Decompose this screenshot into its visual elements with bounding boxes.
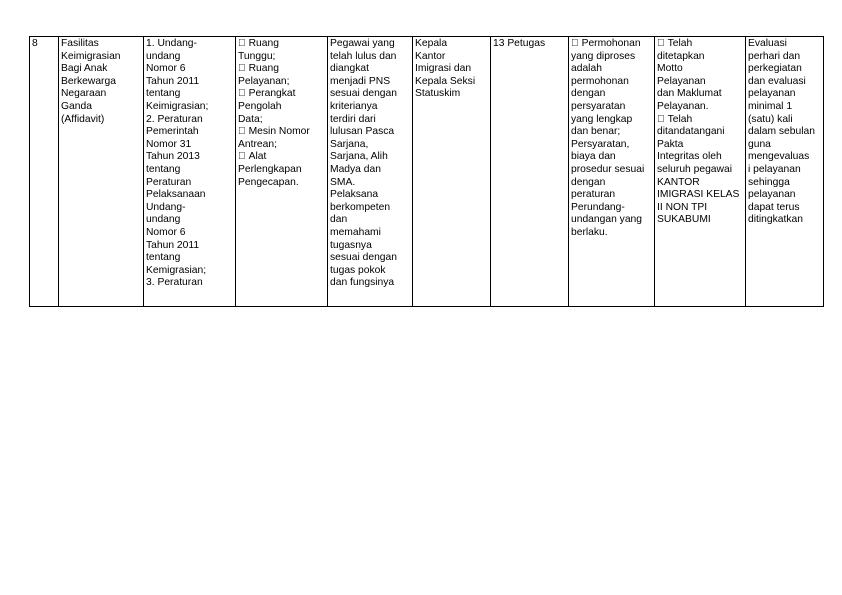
cell-text-line: dan Maklumat xyxy=(657,88,722,100)
cell-text-line: SUKABUMI xyxy=(657,214,711,226)
cell-text-line: Tahun 2013 xyxy=(146,151,200,163)
cell-text-line: biaya dan xyxy=(571,151,616,163)
cell-text-line: Undang- xyxy=(146,201,186,213)
cell-text-line: dan xyxy=(330,214,348,226)
cell-text-line: dan evaluasi xyxy=(748,75,806,87)
cell-text-line: perkegiatan xyxy=(748,63,802,75)
cell-text-line: 3. Peraturan xyxy=(146,277,203,289)
cell-text-line: tentang xyxy=(146,88,181,100)
cell-text-line: pelayanan xyxy=(748,189,796,201)
cell-text-line: ditandatangani xyxy=(657,126,725,138)
cell-text-line: ditingkatkan xyxy=(748,214,803,226)
cell-text-line: berkompeten xyxy=(330,201,391,213)
cell-text-line: Evaluasi xyxy=(748,38,787,49)
cell-text-line: persyaratan xyxy=(571,100,626,112)
cell-text-line: Perlengkapan xyxy=(238,163,302,175)
cell-text-line: dan fungsinya xyxy=(330,277,395,289)
cell-text-line: i pelayanan xyxy=(748,163,801,175)
cell-text-line: undang xyxy=(146,50,181,62)
cell-text-line: Kantor xyxy=(415,50,446,62)
cell-text-line: telah lulus dan xyxy=(330,50,397,62)
cell-text-line: undang xyxy=(146,214,181,226)
cell-text-line: Statuskim xyxy=(415,88,461,100)
cell-text-line: Tahun 2011 xyxy=(146,239,200,251)
cell-text-line: Nomor 31 xyxy=(146,138,192,150)
cell-text-line: Pelayanan; xyxy=(238,75,290,87)
cell-text-line: Kemigrasian; xyxy=(146,264,207,276)
cell-text-line: Perangkat xyxy=(238,88,285,100)
cell-text-line: Keimigrasian; xyxy=(146,100,209,112)
cell-text-line: 1. Undang- xyxy=(146,38,197,49)
cell-text-line: II NON TPI xyxy=(657,201,708,213)
cell-text-line: KANTOR xyxy=(657,176,700,188)
cell-kompetensi xyxy=(328,37,413,307)
cell-text-line: Mesin Nomor xyxy=(238,126,300,138)
cell-text-line: Peraturan xyxy=(146,176,192,188)
cell-text-line: sehingga xyxy=(748,176,790,188)
cell-jaminan-pelayanan xyxy=(569,37,655,307)
cell-text-line: Pelayanan xyxy=(657,75,706,87)
cell-text-line: Telah xyxy=(657,113,682,125)
service-standard-table xyxy=(29,36,824,307)
cell-layanan xyxy=(59,37,144,307)
cell-text-line: Alat xyxy=(238,151,256,163)
cell-text-line: Berkewarga xyxy=(61,75,116,87)
cell-text-line: (Affidavit) xyxy=(61,113,105,125)
cell-jaminan-keamanan xyxy=(655,37,746,307)
cell-text-line: dengan xyxy=(571,88,606,100)
cell-text-line: Tunggu; xyxy=(238,50,276,62)
table-row xyxy=(30,37,824,307)
cell-text-line: tugas pokok xyxy=(330,264,386,276)
cell-text-line: Ganda xyxy=(61,100,92,112)
cell-text-line: Sarjana, xyxy=(330,138,369,150)
cell-text-line: Telah xyxy=(657,38,682,49)
cell-text-line: Pengecapan. xyxy=(238,176,299,188)
cell-text-line: yang diproses xyxy=(571,50,636,62)
cell-text-line: 13 Petugas xyxy=(493,38,546,49)
cell-text-line: Nomor 6 xyxy=(146,63,186,75)
cell-text-line: Pelaksana xyxy=(330,189,379,201)
cell-text-line: Pegawai yang xyxy=(330,38,395,49)
cell-jumlah-pelaksana xyxy=(491,37,569,307)
cell-text-line: menjadi PNS xyxy=(330,75,391,87)
cell-text-line: Nomor 6 xyxy=(146,226,186,238)
cell-text-line: dengan xyxy=(571,176,606,188)
cell-dasar-hukum xyxy=(144,37,236,307)
cell-text-line: ditetapkan xyxy=(657,50,705,62)
cell-text-line: prosedur sesuai xyxy=(571,163,645,175)
cell-text-line: Data; xyxy=(238,113,263,125)
cell-text-line: SMA. xyxy=(330,176,356,188)
cell-text-line: tugasnya xyxy=(330,239,372,251)
cell-text-line: Pakta xyxy=(657,138,684,150)
cell-text-line: diangkat xyxy=(330,63,369,75)
cell-text-line: adalah xyxy=(571,63,602,75)
cell-text-line: Tahun 2011 xyxy=(146,75,200,87)
cell-text-line: Sarjana, Alih xyxy=(330,151,388,163)
cell-text-line: undangan yang xyxy=(571,214,643,226)
cell-text-line: yang lengkap xyxy=(571,113,633,125)
cell-pengawasan xyxy=(413,37,491,307)
cell-text-line: dalam sebulan xyxy=(748,126,815,138)
cell-no: 8 xyxy=(30,37,59,307)
cell-text-line: tentang xyxy=(146,252,181,264)
cell-text-line: (satu) kali xyxy=(748,113,793,125)
cell-text-line: Pelayanan. xyxy=(657,100,709,112)
cell-text-line: Integritas oleh xyxy=(657,151,722,163)
cell-text-line: Kepala Seksi xyxy=(415,75,476,87)
cell-text-line: mengevaluas xyxy=(748,151,810,163)
cell-text-line: sesuai dengan xyxy=(330,252,397,264)
cell-text-line: dan benar; xyxy=(571,126,621,138)
cell-text-line: Kepala xyxy=(415,38,448,49)
cell-text-line: dapat terus xyxy=(748,201,800,213)
cell-text-line: seluruh pegawai xyxy=(657,163,732,175)
cell-text-line: lulusan Pasca xyxy=(330,126,395,138)
cell-text-line: perhari dan xyxy=(748,50,801,62)
cell-text-line: Keimigrasian xyxy=(61,50,121,62)
cell-sarana xyxy=(236,37,328,307)
cell-text-line: guna xyxy=(748,138,771,150)
cell-text-line: Madya dan xyxy=(330,163,381,175)
cell-text-line: sesuai dengan xyxy=(330,88,397,100)
cell-text-line: tentang xyxy=(146,163,181,175)
cell-text-line: 2. Peraturan xyxy=(146,113,203,125)
cell-text-line: memahami xyxy=(330,226,381,238)
cell-text-line: peraturan xyxy=(571,189,616,201)
cell-text-line: Persyaratan, xyxy=(571,138,630,150)
cell-text-line: permohonan xyxy=(571,75,629,87)
cell-text-line: Ruang xyxy=(238,38,269,49)
cell-text-line: minimal 1 xyxy=(748,100,793,112)
cell-text-line: Pemerintah xyxy=(146,126,199,138)
cell-text-line: Negaraan xyxy=(61,88,107,100)
cell-text-line: berlaku. xyxy=(571,226,608,238)
cell-text-line: Bagi Anak xyxy=(61,63,108,75)
cell-text-line: Motto xyxy=(657,63,683,75)
cell-text-line: Pengolah xyxy=(238,100,282,112)
cell-text-line: terdiri dari xyxy=(330,113,376,125)
cell-text-line: Pelaksanaan xyxy=(146,189,206,201)
cell-text-line: Fasilitas xyxy=(61,38,99,49)
cell-text-line: Ruang xyxy=(238,63,269,75)
cell-text-line: Imigrasi dan xyxy=(415,63,472,75)
cell-text-line: Perundang- xyxy=(571,201,625,213)
cell-text-line: Permohonan xyxy=(571,38,630,49)
cell-text-line: IMIGRASI KELAS xyxy=(657,189,740,201)
cell-text-line: Antrean; xyxy=(238,138,277,150)
cell-evaluasi xyxy=(746,37,824,307)
cell-text-line: kriterianya xyxy=(330,100,378,112)
cell-text-line: pelayanan xyxy=(748,88,796,100)
